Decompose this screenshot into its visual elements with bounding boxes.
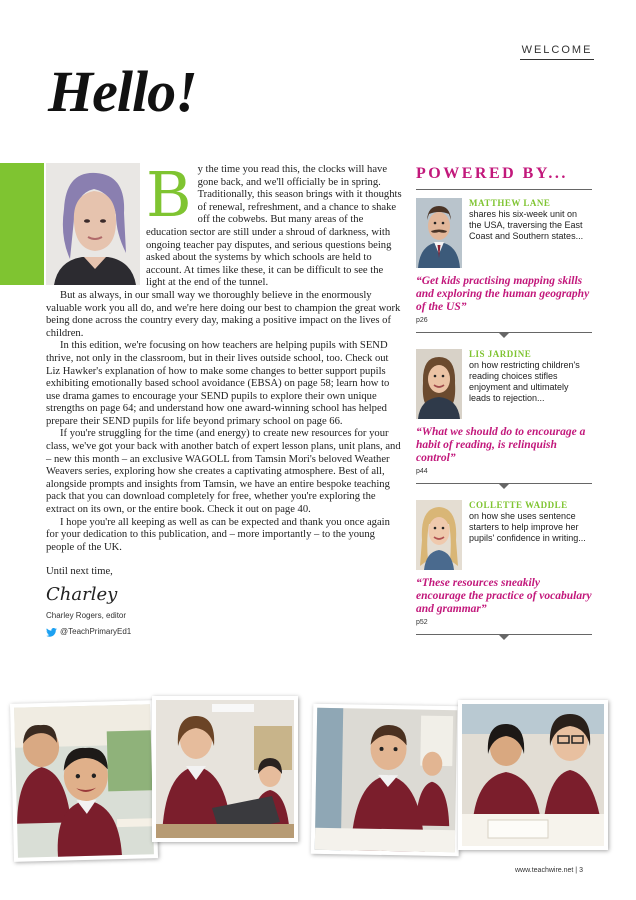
contributor-photo (416, 349, 462, 419)
contributor-quote: “What we should do to encourage a habit of reading, is relinquish control” (416, 426, 586, 464)
classroom-photo-4 (458, 700, 608, 850)
photo-spacer (46, 164, 146, 287)
editor-signature: Charley (46, 584, 118, 605)
section-label: WELCOME (520, 44, 594, 60)
page-reference: p52 (416, 619, 428, 626)
editorial-paragraph: But as always, in our small way we thoroughly believe in the enormously valuable work you all do, and we're here doing our best to champion the great work being done across the country every day, making a positive impact on the lives of children. (46, 289, 401, 339)
classroom-photo-1 (10, 700, 158, 862)
contributor-quote: “These resources sneakily encourage the practice of vocabulary and grammar” (416, 577, 592, 615)
editorial-paragraph: I hope you're all keeping as well as can be expected and thank you once again for your dedication to this publication, and – more importantly – to the young people of the UK. (46, 516, 390, 553)
contributor-name: MATTHEW LANE (469, 198, 551, 208)
twitter-icon (46, 628, 57, 637)
divider (416, 483, 592, 484)
drop-cap: B (146, 158, 192, 231)
contributor-description: shares his six-week unit on the USA, traversing the East Coast and Southern states... (469, 209, 584, 241)
editor-credit: Charley Rogers, editor (46, 610, 127, 620)
contributor-name: COLLETTE WADDLE (469, 500, 568, 510)
green-accent-bar (0, 163, 44, 285)
editorial-paragraph: If you're struggling for the time (and energy) to create new resources for your class, we've got your back with another batch of expert lesson plans, unit plans, and – new this month – an exclusive WAGOLL from Tamsin Mori's beloved Weather Weavers series, exploring how she creates a captivating atmosphere. Best of all, alongside prompts and insights from Tamsin, we have an entire bespoke teaching pack that you can download completely for free, whether you're exploring the extract on its own, or the entire book. Check it out on page 40. (46, 428, 401, 516)
page-headline: Hello! (48, 59, 197, 124)
divider (416, 332, 592, 333)
contributor-quote: “Get kids practising mapping skills and exploring the human geography of the US” (416, 275, 590, 313)
footer-url-page: www.teachwire.net | 3 (515, 867, 583, 874)
page-reference: p26 (416, 317, 428, 324)
classroom-photo-2 (152, 696, 298, 842)
divider (416, 634, 592, 635)
page-reference: p44 (416, 468, 428, 475)
editorial-paragraph: In this edition, we're focusing on how teachers are helping pupils with SEND thrive, not only in the classroom, but in their lives outside school, too. Check out Liz Hawker's explanation of how to make some changes to better support pupils exhibiting emotionally based school avoidance (EBSA) on page 58; learn how to use drama games to encourage your SEND pupils to explore their own unique strengths on page 64; and understand how one award-winning school has helped prepare their SEND pupils for life beyond primary school on page 66. (46, 340, 390, 427)
editorial-body (46, 158, 402, 639)
contributor-card (416, 190, 592, 324)
contributor-description: on how she uses sentence starters to help improve her pupils' confidence in writing... (469, 511, 586, 543)
contributor-photo (416, 500, 462, 570)
contributor-card (416, 341, 592, 475)
contributor-photo (416, 198, 462, 268)
signoff: Until next time, (46, 566, 113, 578)
contributors-sidebar (416, 165, 592, 643)
contributor-description: on how restricting children's reading choices stifles enjoyment and ultimately leads to rejection... (469, 360, 580, 403)
editorial-paragraph-text: y the time you read this, the clocks will have gone back, and we'll officially be in spring. Traditionally, this season brings with it thoughts of renewal, refreshment, and a chance to shake off the cobwebs. But many areas of the education sector are still under a shroud of darkness, with ongoing teacher pay disputes, and serious questions being asked about the systems by which schools are held to account. At times like these, it can be difficult to see the light at the end of the tunnel. (146, 164, 402, 289)
contributor-name: LIS JARDINE (469, 349, 532, 359)
twitter-handle: @TeachPrimaryEd1 (60, 627, 132, 637)
classroom-photo-3 (311, 704, 462, 857)
contributor-card (416, 492, 592, 626)
twitter-link[interactable] (46, 626, 402, 639)
sidebar-title: POWERED BY... (416, 165, 568, 182)
